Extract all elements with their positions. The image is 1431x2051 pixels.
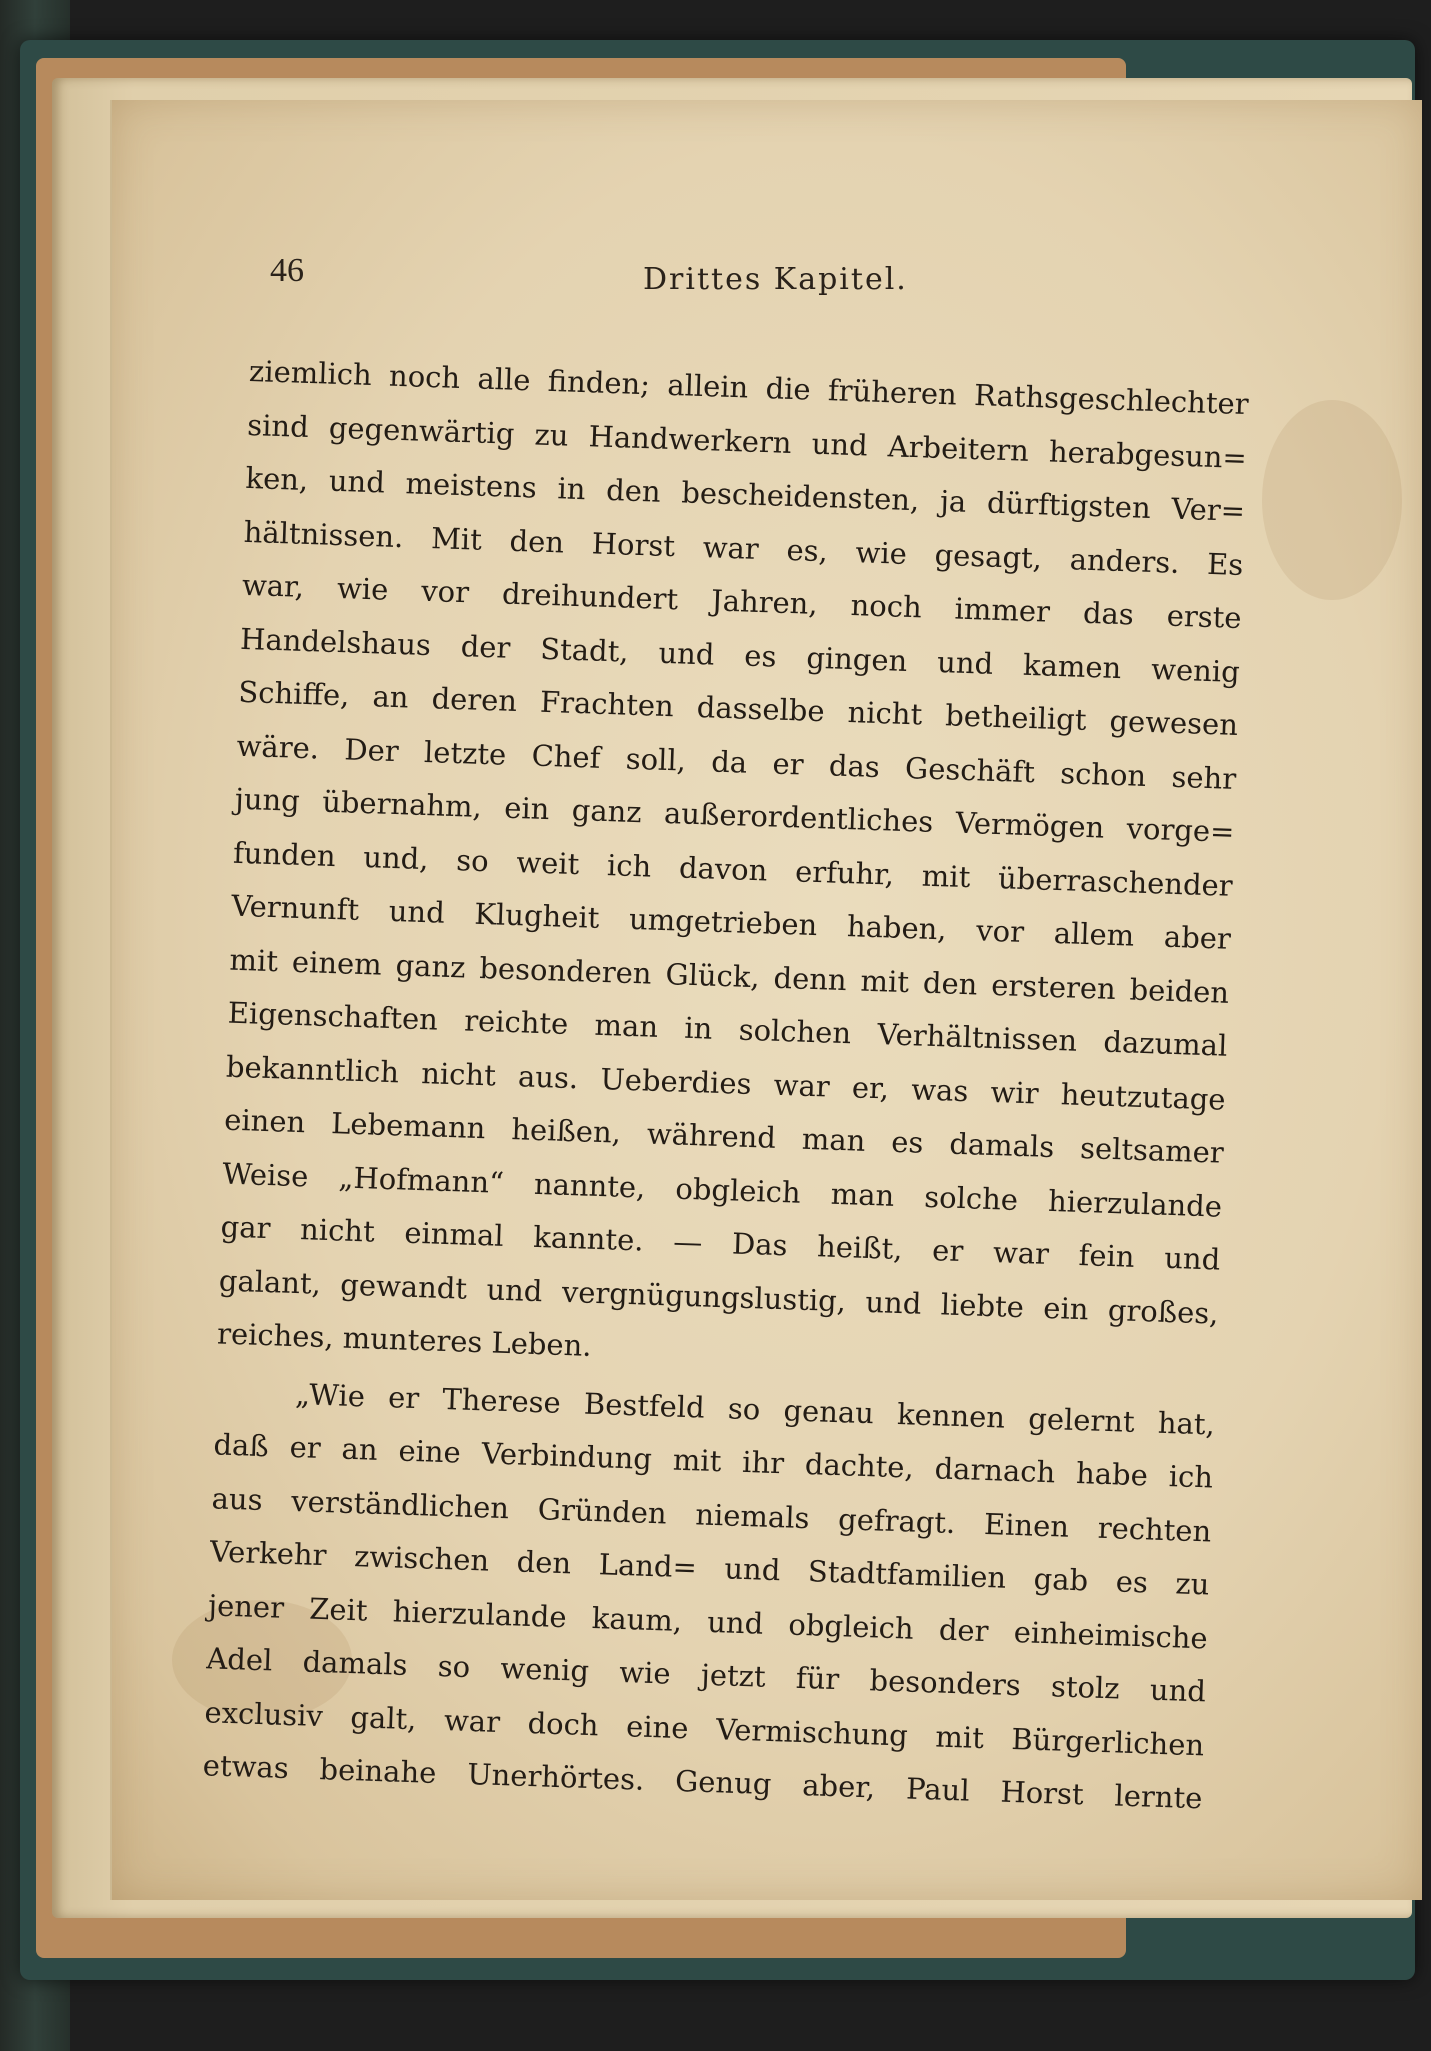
text-line: Eigenschaften reichte man in solchen Verhältnissen dazumal	[227, 995, 1228, 1063]
page-number: 46	[270, 252, 304, 289]
text-line: sind gegenwärtig zu Handwerkern und Arbeitern herabgesun=	[246, 407, 1248, 475]
text-line: einen Lebemann heißen, während man es damals seltsamer	[223, 1102, 1225, 1170]
running-head: Drittes Kapitel.	[643, 262, 908, 297]
text-line: Schiffe, an deren Frachten dasselbe nicht betheiligt gewesen	[237, 674, 1239, 742]
text-line: ken, und meistens in den bescheidensten, ja dürftigsten Ver=	[245, 460, 1246, 529]
text-line: mit einem ganz besonderen Glück, denn mit den ersteren beiden	[229, 942, 1230, 1010]
text-line: Verkehr zwischen den Land= und Stadtfamilien gab es zu	[209, 1534, 1210, 1602]
text-line: hältnissen. Mit den Horst war es, wie gesagt, anders. Es	[243, 514, 1244, 582]
text-line: Handelshaus der Stadt, und es gingen und kamen wenig	[239, 621, 1241, 689]
text-line: aus verständlichen Gründen niemals gefragt. Einen rechten	[211, 1480, 1212, 1549]
text-line: daß er an eine Verbindung mit ihr dachte, darnach habe ich	[212, 1427, 1214, 1495]
body-text	[202, 345, 1249, 1826]
text-line: bekanntlich nicht aus. Ueberdies war er, was wir heutzutage	[225, 1049, 1227, 1117]
text-line: wäre. Der letzte Chef soll, da er das Geschäft schon sehr	[236, 728, 1237, 796]
text-line: Weise „Hofmann“ nannte, obgleich man solche hierzulande	[221, 1156, 1223, 1224]
text-line: war, wie vor dreihundert Jahren, noch immer das erste	[241, 567, 1243, 636]
text-line: jung übernahm, ein ganz außerordentliches Vermögen vorge=	[234, 781, 1235, 849]
text-line: Adel damals so wenig wie jetzt für besonders stolz und	[205, 1641, 1207, 1709]
text-line: etwas beinahe Unerhörtes. Genug aber, Paul Horst lernte	[202, 1748, 1203, 1816]
text-line: funden und, so weit ich davon erfuhr, mit überraschender	[232, 835, 1234, 903]
page-header	[270, 252, 1270, 312]
text-line: jener Zeit hierzulande kaum, und obgleich der einheimische	[207, 1587, 1209, 1655]
paragraph	[216, 345, 1249, 1394]
text-line: exclusiv galt, war doch eine Vermischung mit Bürgerlichen	[204, 1694, 1205, 1762]
text-line: galant, gewandt und vergnügungslustig, und liebte ein großes,	[218, 1262, 1219, 1331]
text-line: gar nicht einmal kannte. — Das heißt, er war fein und	[220, 1209, 1221, 1277]
text-line: Vernunft und Klugheit umgetrieben haben, vor allem aber	[230, 888, 1232, 956]
text-line: reiches, munteres Leben.	[216, 1316, 593, 1363]
text-line: ziemlich noch alle finden; allein die früheren Rathsgeschlechter	[248, 353, 1250, 422]
paragraph	[202, 1365, 1216, 1826]
text-line: „Wie er Therese Bestfeld so genau kennen gelernt hat,	[294, 1376, 1216, 1442]
paper-stain	[1262, 400, 1402, 600]
